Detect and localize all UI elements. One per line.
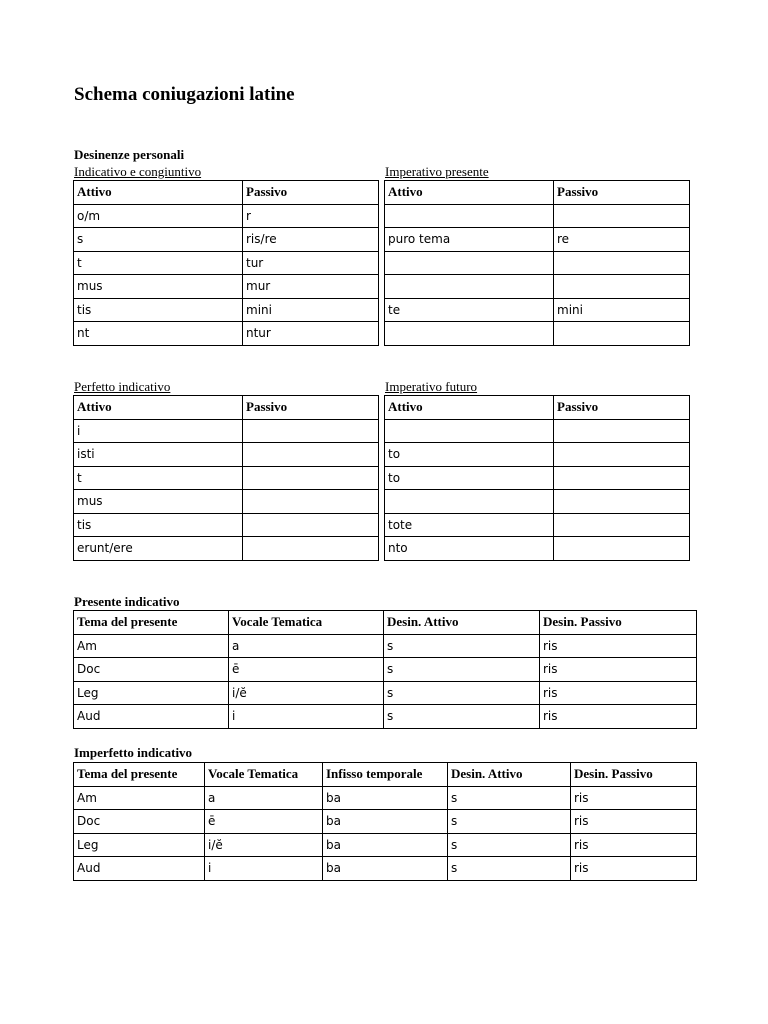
table-row — [74, 513, 379, 537]
table-imp-pres — [384, 180, 690, 346]
table-cell: nt — [74, 322, 243, 346]
table-cell: tis — [74, 298, 243, 322]
table-cell: o/m — [74, 204, 243, 228]
table-cell: Aud — [74, 705, 229, 729]
table-cell: s — [384, 658, 540, 682]
table-cell: Leg — [74, 833, 205, 857]
table-row — [74, 275, 379, 299]
table-row — [74, 298, 379, 322]
table-cell: r — [243, 204, 379, 228]
table-row — [385, 251, 690, 275]
table-cell: ris/re — [243, 228, 379, 252]
header-cell: Attivo — [385, 396, 554, 420]
header-cell: Tema del presente — [74, 763, 205, 787]
table-row — [385, 466, 690, 490]
table-cell: i — [229, 705, 384, 729]
table-cell: isti — [74, 443, 243, 467]
table-row — [74, 443, 379, 467]
header-cell: Desin. Passivo — [540, 611, 697, 635]
table-pres-ind — [73, 610, 697, 729]
table-row — [385, 513, 690, 537]
table-cell: Doc — [74, 810, 205, 834]
table-row — [74, 857, 697, 881]
table-cell — [554, 251, 690, 275]
table-row — [385, 322, 690, 346]
table-cell: tote — [385, 513, 554, 537]
table-row — [74, 228, 379, 252]
table-cell: to — [385, 466, 554, 490]
table-header-row — [74, 181, 379, 205]
table-cell: ris — [571, 857, 697, 881]
table-cell — [554, 322, 690, 346]
table-row — [74, 786, 697, 810]
table-cell — [385, 490, 554, 514]
caption-perf-ind: Perfetto indicativo — [74, 379, 171, 394]
table-row — [385, 443, 690, 467]
table-cell: ba — [323, 810, 448, 834]
header-cell: Vocale Tematica — [205, 763, 323, 787]
header-cell: Desin. Attivo — [384, 611, 540, 635]
table-cell: ntur — [243, 322, 379, 346]
section-heading-pres-ind: Presente indicativo — [74, 594, 180, 609]
table-cell: a — [205, 786, 323, 810]
table-cell — [385, 251, 554, 275]
table-row — [74, 681, 697, 705]
table-cell: s — [384, 681, 540, 705]
page-title: Schema coniugazioni latine — [74, 84, 295, 105]
table-cell: ē — [229, 658, 384, 682]
table-cell: mur — [243, 275, 379, 299]
table-cell: s — [448, 833, 571, 857]
header-cell: Desin. Attivo — [448, 763, 571, 787]
table-cell: ba — [323, 833, 448, 857]
header-cell: Infisso temporale — [323, 763, 448, 787]
table-cell: ris — [540, 681, 697, 705]
table-cell: ris — [571, 810, 697, 834]
table-cell: ris — [571, 833, 697, 857]
table-row — [74, 251, 379, 275]
table-cell: mus — [74, 275, 243, 299]
table-cell: ba — [323, 786, 448, 810]
table-row — [74, 705, 697, 729]
table-cell — [385, 322, 554, 346]
header-cell: Passivo — [243, 396, 379, 420]
table-cell: Aud — [74, 857, 205, 881]
caption-ind-cong: Indicativo e congiuntivo — [74, 164, 202, 179]
table-cell — [554, 537, 690, 561]
table-row — [74, 537, 379, 561]
table-cell: t — [74, 251, 243, 275]
caption-imp-fut: Imperativo futuro — [385, 379, 478, 394]
table-cell — [243, 443, 379, 467]
table-cell: erunt/ere — [74, 537, 243, 561]
table-row — [74, 658, 697, 682]
header-cell: Vocale Tematica — [229, 611, 384, 635]
table-perf-ind — [73, 395, 379, 561]
table-row — [74, 490, 379, 514]
table-cell: Am — [74, 786, 205, 810]
table-imp-fut — [384, 395, 690, 561]
table-cell: s — [448, 857, 571, 881]
table-cell: mini — [243, 298, 379, 322]
table-row — [74, 810, 697, 834]
table-cell — [554, 513, 690, 537]
table-header-row — [385, 396, 690, 420]
table-row — [385, 204, 690, 228]
table-row — [74, 204, 379, 228]
table-cell: Leg — [74, 681, 229, 705]
table-cell: ris — [571, 786, 697, 810]
table-cell — [554, 466, 690, 490]
table-cell — [554, 490, 690, 514]
table-cell: to — [385, 443, 554, 467]
header-cell: Passivo — [554, 181, 690, 205]
table-cell: s — [448, 810, 571, 834]
table-cell: Doc — [74, 658, 229, 682]
table-cell — [554, 275, 690, 299]
table-header-row — [74, 611, 697, 635]
table-cell: s — [74, 228, 243, 252]
table-impf-ind — [73, 762, 697, 881]
table-cell: nto — [385, 537, 554, 561]
table-cell: ba — [323, 857, 448, 881]
table-cell — [554, 419, 690, 443]
table-cell: a — [229, 634, 384, 658]
header-cell: Passivo — [243, 181, 379, 205]
table-cell: s — [384, 705, 540, 729]
table-cell — [243, 513, 379, 537]
header-cell: Attivo — [74, 396, 243, 420]
table-cell: i — [74, 419, 243, 443]
table-row — [74, 322, 379, 346]
table-cell — [385, 419, 554, 443]
table-header-row — [385, 181, 690, 205]
table-cell: ē — [205, 810, 323, 834]
table-cell: ris — [540, 705, 697, 729]
table-row — [74, 466, 379, 490]
table-ind-cong — [73, 180, 379, 346]
header-cell: Passivo — [554, 396, 690, 420]
header-cell: Desin. Passivo — [571, 763, 697, 787]
table-header-row — [74, 396, 379, 420]
table-cell: ris — [540, 658, 697, 682]
section-heading-impf-ind: Imperfetto indicativo — [74, 745, 193, 760]
table-cell — [385, 275, 554, 299]
table-row — [74, 419, 379, 443]
table-row — [74, 634, 697, 658]
table-row — [385, 298, 690, 322]
header-cell: Tema del presente — [74, 611, 229, 635]
table-cell — [243, 490, 379, 514]
table-cell — [243, 466, 379, 490]
section-heading-desinenze: Desinenze personali — [74, 147, 185, 162]
table-cell: mus — [74, 490, 243, 514]
table-cell: puro tema — [385, 228, 554, 252]
table-cell: ris — [540, 634, 697, 658]
caption-imp-pres: Imperativo presente — [385, 164, 489, 179]
table-cell: re — [554, 228, 690, 252]
table-cell: tur — [243, 251, 379, 275]
table-cell: tis — [74, 513, 243, 537]
table-cell — [243, 537, 379, 561]
header-cell: Attivo — [385, 181, 554, 205]
table-cell: i/ĕ — [205, 833, 323, 857]
table-row — [385, 275, 690, 299]
table-header-row — [74, 763, 697, 787]
table-cell — [243, 419, 379, 443]
table-cell: i — [205, 857, 323, 881]
table-row — [74, 833, 697, 857]
table-row — [385, 537, 690, 561]
table-cell — [554, 443, 690, 467]
table-cell: s — [448, 786, 571, 810]
table-cell — [385, 204, 554, 228]
table-cell — [554, 204, 690, 228]
header-cell: Attivo — [74, 181, 243, 205]
table-cell: s — [384, 634, 540, 658]
table-row — [385, 419, 690, 443]
table-cell: te — [385, 298, 554, 322]
table-row — [385, 490, 690, 514]
table-cell: t — [74, 466, 243, 490]
table-row — [385, 228, 690, 252]
table-cell: i/ĕ — [229, 681, 384, 705]
table-cell: mini — [554, 298, 690, 322]
table-cell: Am — [74, 634, 229, 658]
